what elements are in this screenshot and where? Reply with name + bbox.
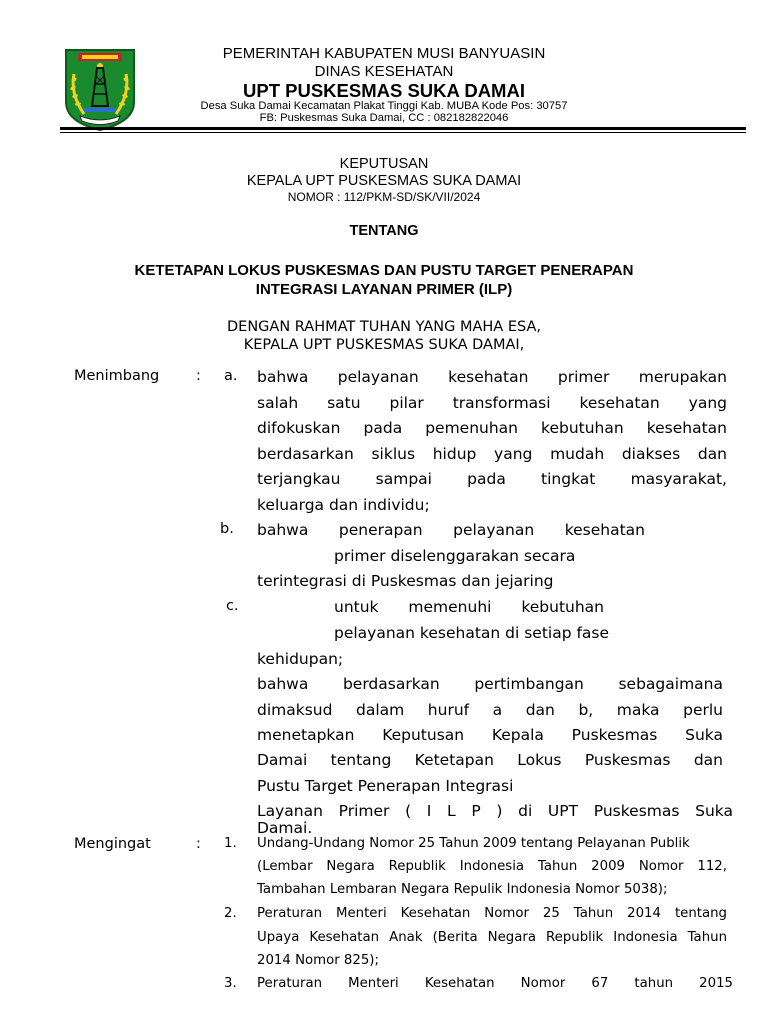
menimbang-label: Menimbang xyxy=(74,368,160,384)
mengingat-1-line: Tambahan Lembaran Negara Repulik Indonesia Nomor 5038); xyxy=(257,882,668,897)
menimbang-c-line: Damai tentang Ketetapan Lokus Puskesmas dan xyxy=(257,751,723,769)
decree-number: NOMOR : 112/PKM-SD/SK/VII/2024 xyxy=(287,190,481,204)
menimbang-item-c-marker: c. xyxy=(226,598,239,614)
letterhead-department: DINAS KESEHATAN xyxy=(314,63,454,80)
mengingat-colon: : xyxy=(196,836,201,852)
mengingat-item-3-marker: 3. xyxy=(224,976,237,991)
decree-subject-line-2: INTEGRASI LAYANAN PRIMER (ILP) xyxy=(255,281,513,298)
letterhead-government: PEMERINTAH KABUPATEN MUSI BANYUASIN xyxy=(222,45,546,62)
menimbang-c-line: Layanan Primer ( I L P ) di UPT Puskesmas Suka xyxy=(257,802,733,820)
menimbang-b-line: bahwa penerapan pelayanan kesehatan xyxy=(257,521,645,539)
mengingat-item-2-marker: 2. xyxy=(224,906,237,921)
menimbang-c-line: Pustu Target Penerapan Integrasi xyxy=(257,777,514,795)
menimbang-a-line: difokuskan pada pemenuhan kebutuhan kesehatan xyxy=(257,419,727,437)
menimbang-c-line: untuk memenuhi kebutuhan xyxy=(334,598,604,616)
letterhead-divider-thin xyxy=(60,132,746,133)
mengingat-2-line: 2014 Nomor 825); xyxy=(257,953,379,968)
letterhead-divider-thick xyxy=(60,127,746,130)
mengingat-item-1-marker: 1. xyxy=(224,836,237,851)
decree-title: KEPUTUSAN xyxy=(339,156,429,172)
mengingat-3-line: Peraturan Menteri Kesehatan Nomor 67 tahun 2015 xyxy=(257,976,733,991)
menimbang-item-a-marker: a. xyxy=(224,368,238,384)
menimbang-c-line: Damai. xyxy=(257,819,313,837)
menimbang-b-line: terintegrasi di Puskesmas dan jejaring xyxy=(257,572,554,590)
menimbang-colon: : xyxy=(196,368,201,384)
menimbang-a-line: berdasarkan siklus hidup yang mudah diakses dan xyxy=(257,445,727,463)
menimbang-a-line: bahwa pelayanan kesehatan primer merupakan xyxy=(257,368,727,386)
mengingat-1-line: (Lembar Negara Republik Indonesia Tahun 2009 Nomor 112, xyxy=(257,859,727,874)
mengingat-2-line: Peraturan Menteri Kesehatan Nomor 25 Tahun 2014 tentang xyxy=(257,906,727,921)
menimbang-a-line: terjangkau sampai pada tingkat masyarakat, xyxy=(257,470,727,488)
menimbang-c-line: menetapkan Keputusan Kepala Puskesmas Suka xyxy=(257,726,723,744)
decree-issuer: KEPALA UPT PUSKESMAS SUKA DAMAI xyxy=(246,173,522,189)
mengingat-1-line: Undang-Undang Nomor 25 Tahun 2009 tentang Pelayanan Publik xyxy=(257,836,690,851)
mengingat-label: Mengingat xyxy=(74,836,151,852)
opening-line-1: DENGAN RAHMAT TUHAN YANG MAHA ESA, xyxy=(227,319,541,335)
menimbang-b-line: primer diselenggarakan secara xyxy=(334,547,576,565)
letterhead-address: Desa Suka Damai Kecamatan Plakat Tinggi Kab. MUBA Kode Pos: 30757 xyxy=(200,100,568,112)
opening-line-2: KEPALA UPT PUSKESMAS SUKA DAMAI, xyxy=(243,337,525,353)
menimbang-a-line: salah satu pilar transformasi kesehatan yang xyxy=(257,394,727,412)
menimbang-c-line: bahwa berdasarkan pertimbangan sebagaimana xyxy=(257,675,723,693)
mengingat-2-line: Upaya Kesehatan Anak (Berita Negara Republik Indonesia Tahun xyxy=(257,930,727,945)
menimbang-item-b-marker: b. xyxy=(220,521,234,537)
menimbang-c-line: dimaksud dalam huruf a dan b, maka perlu xyxy=(257,701,723,719)
decree-subject-line-1: KETETAPAN LOKUS PUSKESMAS DAN PUSTU TARGET PENERAPAN xyxy=(134,262,634,279)
menimbang-a-line: keluarga dan individu; xyxy=(257,496,430,514)
letterhead-contact: FB: Puskesmas Suka Damai, CC : 082182822046 xyxy=(259,112,509,124)
menimbang-c-line: pelayanan kesehatan di setiap fase xyxy=(334,624,610,642)
menimbang-c-line: kehidupan; xyxy=(257,650,344,668)
decree-about-label: TENTANG xyxy=(349,223,419,239)
letterhead-institution: UPT PUSKESMAS SUKA DAMAI xyxy=(243,80,525,101)
